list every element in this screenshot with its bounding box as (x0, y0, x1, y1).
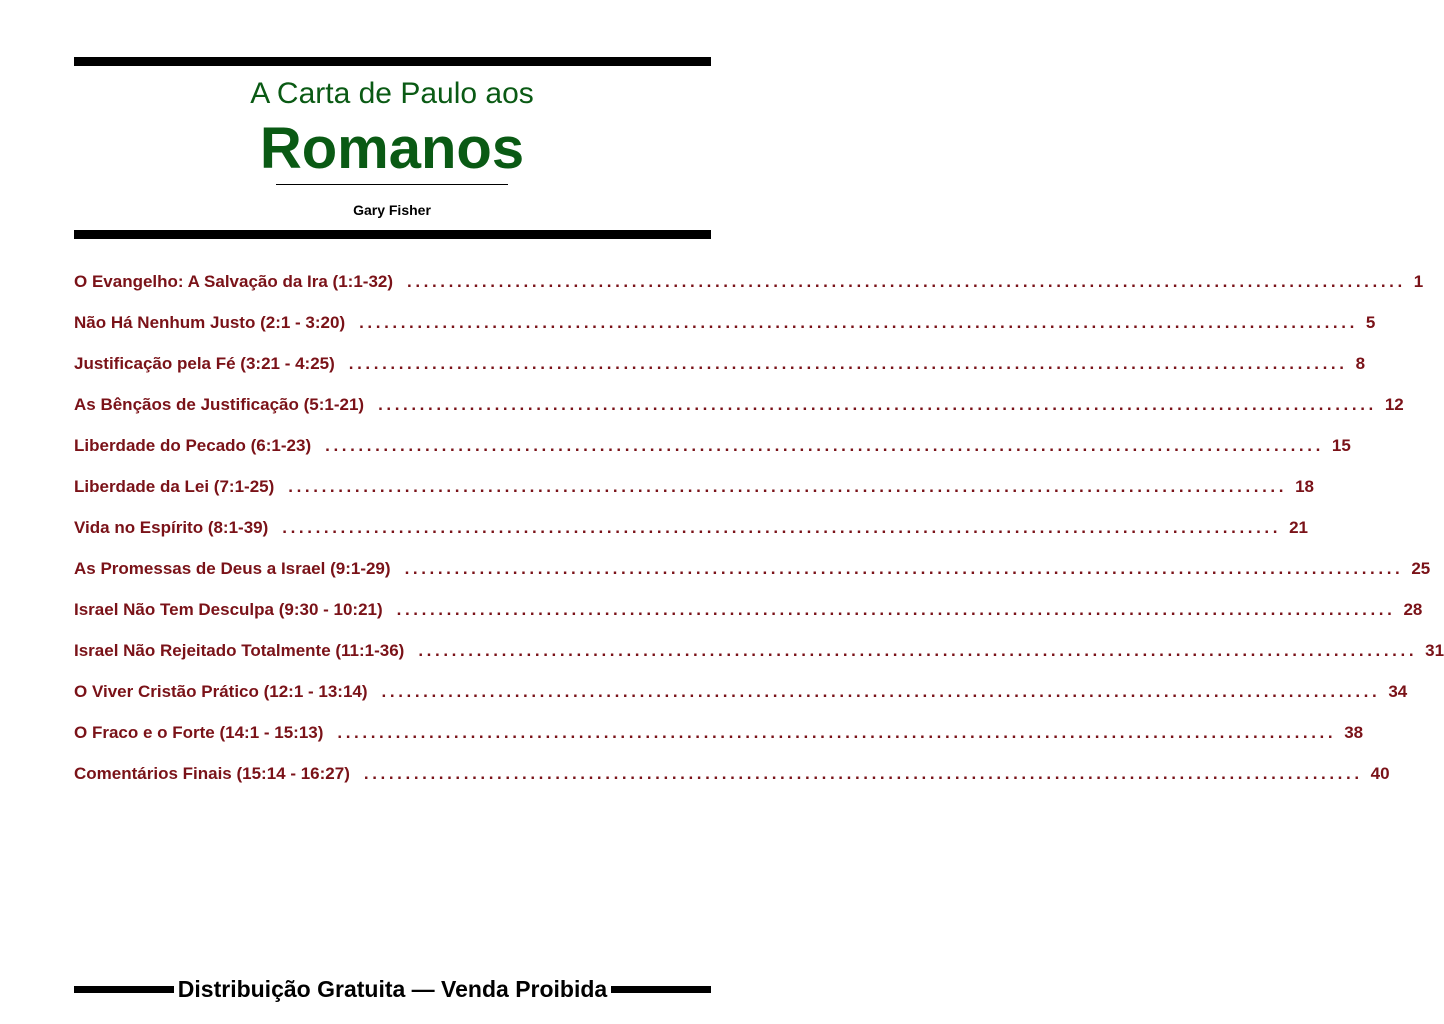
toc-entry[interactable] (74, 395, 1404, 436)
toc-entry-title: Vida no Espírito (8:1-39) (74, 518, 269, 537)
toc-dot-leader: ........................................................................................................................ (378, 395, 1377, 414)
toc-dot-leader: ........................................................................................................................ (282, 518, 1282, 537)
toc-entry[interactable] (74, 600, 1423, 641)
toc-entry-page-number: 40 (1370, 764, 1390, 783)
toc-dot-leader: ........................................................................................................................ (325, 436, 1324, 455)
top-rule (74, 57, 711, 66)
toc-entry[interactable] (74, 764, 1390, 805)
header-bottom-rule (74, 230, 711, 239)
toc-dot-leader: ........................................................................................................................ (381, 682, 1381, 701)
author-name: Gary Fisher (353, 202, 431, 218)
toc-entry-page-number: 12 (1384, 395, 1404, 414)
toc-entry-page-number: 5 (1365, 313, 1376, 332)
toc-entry[interactable] (74, 313, 1376, 354)
document-title: Romanos (259, 116, 525, 181)
toc-dot-leader: ........................................................................................................................ (348, 354, 1348, 373)
toc-dot-leader: ........................................................................................................................ (407, 272, 1406, 291)
toc-entry[interactable] (74, 559, 1431, 600)
toc-entry-title: Israel Não Tem Desculpa (9:30 - 10:21) (74, 600, 383, 619)
toc-entry-page-number: 18 (1295, 477, 1314, 496)
toc-entry-page-number: 28 (1403, 600, 1423, 619)
footer-notice: Distribuição Gratuita — Venda Proibida (177, 976, 608, 1002)
document-subtitle: A Carta de Paulo aos (250, 77, 534, 110)
toc-entry[interactable] (74, 272, 1424, 313)
footer-right-bar (611, 986, 711, 993)
footer-left-bar (74, 986, 174, 993)
toc-entry-page-number: 38 (1344, 723, 1364, 742)
toc-dot-leader: ........................................................................................................................ (404, 559, 1404, 578)
toc-entry-page-number: 15 (1331, 436, 1351, 455)
toc-entry-title: Não Há Nenhum Justo (2:1 - 3:20) (74, 313, 346, 332)
toc-entry-title: Liberdade do Pecado (6:1-23) (74, 436, 312, 455)
table-of-contents (74, 272, 1444, 805)
toc-dot-leader: ........................................................................................................................ (418, 641, 1418, 660)
toc-entry-title: Israel Não Rejeitado Totalmente (11:1-36) (74, 641, 405, 660)
toc-entry-title: Justificação pela Fé (3:21 - 4:25) (74, 354, 335, 373)
footer (74, 974, 711, 1004)
toc-entry-page-number: 21 (1289, 518, 1308, 537)
toc-dot-leader: ........................................................................................................................ (396, 600, 1396, 619)
toc-entry-page-number: 34 (1388, 682, 1408, 701)
toc-entry-title: Comentários Finais (15:14 - 16:27) (74, 764, 350, 783)
toc-dot-leader: ........................................................................................................................ (337, 723, 1337, 742)
toc-entry-title: O Fraco e o Forte (14:1 - 15:13) (74, 723, 324, 742)
toc-entry[interactable] (74, 723, 1364, 764)
toc-entry-title: As Bênçãos de Justificação (5:1-21) (74, 395, 365, 414)
toc-dot-leader: ........................................................................................................................ (288, 477, 1288, 496)
toc-entry[interactable] (74, 354, 1366, 395)
toc-entry[interactable] (74, 682, 1408, 723)
toc-entry[interactable] (74, 477, 1314, 518)
toc-entry-title: O Viver Cristão Prático (12:1 - 13:14) (74, 682, 368, 701)
toc-dot-leader: ........................................................................................................................ (363, 764, 1363, 783)
toc-entry[interactable] (74, 641, 1444, 682)
toc-entry[interactable] (74, 518, 1308, 559)
toc-entry-title: O Evangelho: A Salvação da Ira (1:1-32) (74, 272, 394, 291)
toc-entry-page-number: 25 (1411, 559, 1431, 578)
toc-entry-title: Liberdade da Lei (7:1-25) (74, 477, 275, 496)
toc-entry-page-number: 8 (1355, 354, 1366, 373)
toc-entry[interactable] (74, 436, 1351, 477)
toc-entry-page-number: 31 (1425, 641, 1444, 660)
title-underline (276, 184, 508, 185)
toc-dot-leader: ........................................................................................................................ (359, 313, 1358, 332)
toc-entry-title: As Promessas de Deus a Israel (9:1-29) (74, 559, 391, 578)
toc-entry-page-number: 1 (1413, 272, 1424, 291)
